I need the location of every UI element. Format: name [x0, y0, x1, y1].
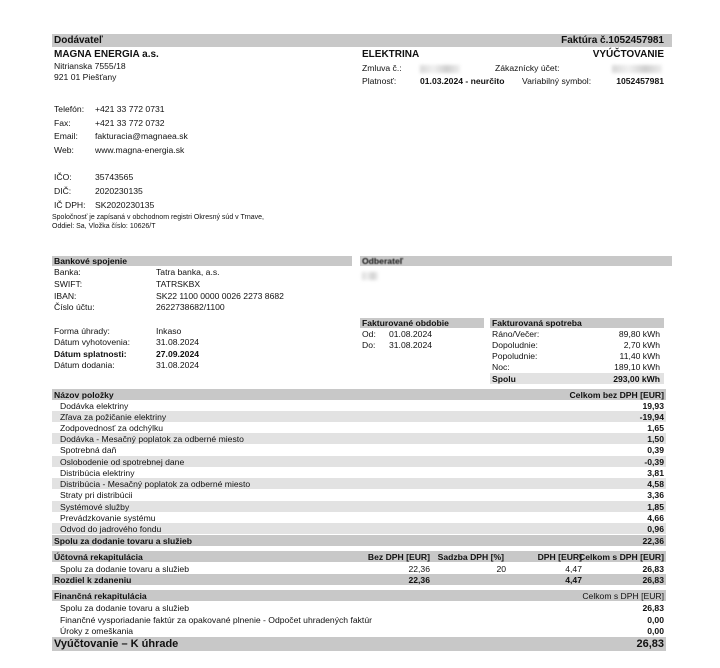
vat-heading: Účtovná rekapitulácia [54, 552, 143, 562]
account-label: Zákaznícky účet: [495, 63, 560, 73]
iban-value: SK22 1100 0000 0026 2273 8682 [156, 291, 284, 301]
items-total-value: 22,36 [642, 536, 664, 546]
payment-method-label: Forma úhrady: [54, 326, 110, 336]
item-value: 1,85 [647, 502, 664, 512]
period-to-label: Do: [362, 340, 376, 350]
issued-label: Dátum vyhotovenia: [54, 337, 130, 347]
bank-heading: Bankové spojenie [54, 256, 128, 266]
supplier-street: Nitrianska 7555/18 [54, 61, 126, 71]
final-amount-value: 26,83 [636, 638, 664, 650]
consumption-row-label: Popoludnie: [492, 351, 538, 361]
commodity-label: ELEKTRINA [362, 49, 420, 60]
item-label: Distribúcia elektriny [60, 468, 135, 478]
vs-value: 1052457981 [616, 76, 664, 86]
bank-value: Tatra banka, a.s. [156, 267, 220, 277]
supplier-heading: Dodávateľ [54, 35, 103, 46]
item-value: 3,81 [647, 468, 664, 478]
item-label: Straty pri distribúcii [60, 490, 133, 500]
vat-row-vat: 4,47 [565, 564, 582, 574]
invoice-number: Faktúra č.1052457981 [561, 35, 664, 46]
vat-diff-vat: 4,47 [565, 575, 582, 585]
item-value: 0,96 [647, 524, 664, 534]
item-value: 19,93 [642, 401, 664, 411]
recipient-heading: Odberateľ [362, 256, 404, 266]
vat-col-total: Celkom s DPH [EUR] [579, 552, 664, 562]
vs-label: Variabilný symbol: [522, 76, 592, 86]
email-link[interactable]: fakturacia@magnaea.sk [95, 131, 188, 141]
finance-row-value: 0,00 [647, 615, 664, 625]
item-label: Dodávka elektriny [60, 401, 129, 411]
supplier-name: MAGNA ENERGIA a.s. [54, 49, 159, 60]
consumption-heading: Fakturovaná spotreba [492, 318, 582, 328]
row-stripe [52, 501, 666, 512]
account-number-label: Číslo účtu: [54, 302, 95, 312]
payment-method-value: Inkaso [156, 326, 182, 336]
consumption-row-label: Noc: [492, 362, 510, 372]
delivery-value: 31.08.2024 [156, 360, 200, 370]
fax-value: +421 33 772 0732 [95, 118, 165, 128]
email-label: Email: [54, 131, 78, 141]
iban-label: IBAN: [54, 291, 77, 301]
item-label: Dodávka - Mesačný poplatok za odberné miesto [60, 434, 244, 444]
vat-col-rate: Sadzba DPH [%] [437, 552, 504, 562]
vat-row-label: Spolu za dodanie tovaru a služieb [60, 564, 189, 574]
vat-row-base: 22,36 [408, 564, 430, 574]
item-value: 1,65 [647, 423, 664, 433]
finance-row-value: 26,83 [642, 603, 664, 613]
item-value: 3,36 [647, 490, 664, 500]
finance-row-label: Spolu za dodanie tovaru a služieb [60, 603, 189, 613]
consumption-row-label: Ráno/Večer: [492, 329, 540, 339]
account-redacted [612, 63, 662, 73]
item-label: Oslobodenie od spotrebnej dane [60, 457, 185, 467]
due-label: Dátum splatnosti: [54, 349, 127, 359]
finance-heading-total: Celkom s DPH [EUR] [582, 591, 664, 601]
final-amount-label: Vyúčtovanie – K úhrade [54, 638, 179, 650]
consumption-row-value: 89,80 kWh [618, 329, 660, 339]
ico-label: IČO: [54, 172, 72, 182]
item-value: -0,39 [644, 457, 664, 467]
vat-diff-label: Rozdiel k zdaneniu [54, 575, 132, 585]
invoice-type: VYÚČTOVANIE [592, 49, 664, 60]
vat-diff-base: 22,36 [408, 575, 430, 585]
vat-diff-total: 26,83 [642, 575, 664, 585]
vat-row-rate: 20 [496, 564, 506, 574]
supplier-city: 921 01 Piešťany [54, 72, 117, 82]
period-heading: Fakturované obdobie [362, 318, 449, 328]
item-value: 4,66 [647, 513, 664, 523]
item-label: Prevádzkovanie systému [60, 513, 156, 523]
web-label: Web: [54, 145, 74, 155]
swift-label: SWIFT: [54, 279, 83, 289]
account-number-value: 2622738682/1100 [156, 302, 225, 312]
registry-line-2: Oddiel: Sa, Vložka číslo: 10626/T [52, 223, 156, 230]
phone-label: Telefón: [54, 104, 85, 114]
contract-label: Zmluva č.: [362, 63, 402, 73]
item-label: Zľava za požičanie elektriny [60, 412, 167, 422]
items-heading-total: Celkom bez DPH [EUR] [569, 390, 664, 400]
period-from-label: Od: [362, 329, 376, 339]
item-value: 1,50 [647, 434, 664, 444]
validity-label: Platnosť: [362, 76, 397, 86]
ico-value: 35743565 [95, 172, 134, 182]
item-value: 4,58 [647, 479, 664, 489]
validity-value: 01.03.2024 - neurčito [420, 76, 505, 86]
due-value: 27.09.2024 [156, 349, 200, 359]
items-heading: Názov položky [54, 390, 114, 400]
consumption-row-value: 11,40 kWh [619, 351, 660, 361]
bank-label: Banka: [54, 267, 81, 277]
period-to-value: 31.08.2024 [389, 340, 433, 350]
finance-row-label: Úroky z omeškania [60, 626, 134, 636]
recipient-redacted [362, 270, 378, 280]
item-label: Spotrebná daň [60, 445, 117, 455]
item-label: Zodpovednosť za odchýlku [60, 423, 164, 433]
dic-label: DIČ: [54, 186, 72, 196]
consumption-row-value: 2,70 kWh [623, 340, 660, 350]
dic-value: 2020230135 [95, 186, 143, 196]
contract-redacted [420, 63, 460, 73]
item-value: -19,94 [639, 412, 664, 422]
finance-heading: Finančná rekapitulácia [54, 591, 147, 601]
swift-value: TATRSKBX [156, 279, 201, 289]
item-label: Systémové služby [60, 502, 130, 512]
issued-value: 31.08.2024 [156, 337, 200, 347]
registry-line-1: Spoločnosť je zapísaná v obchodnom registri Okresný súd v Trnave, [52, 214, 264, 221]
phone-value: +421 33 772 0731 [95, 104, 165, 114]
recipient-heading-bar [360, 256, 672, 266]
item-value: 0,39 [647, 445, 664, 455]
consumption-total-value: 293,00 kWh [613, 374, 660, 384]
icdph-value: SK2020230135 [95, 200, 155, 210]
icdph-label: IČ DPH: [54, 200, 86, 210]
item-label: Odvod do jadrového fondu [60, 524, 162, 534]
consumption-total-label: Spolu [492, 374, 516, 384]
consumption-row-label: Dopoludnie: [492, 340, 538, 350]
vat-row-total: 26,83 [642, 564, 664, 574]
vat-col-base: Bez DPH [EUR] [367, 552, 430, 562]
item-label: Distribúcia - Mesačný poplatok za odberné miesto [60, 479, 251, 489]
finance-row-value: 0,00 [647, 626, 664, 636]
period-from-value: 01.08.2024 [389, 329, 433, 339]
items-total-label: Spolu za dodanie tovaru a služieb [54, 536, 192, 546]
web-link[interactable]: www.magna-energia.sk [95, 145, 185, 155]
vat-col-vat: DPH [EUR] [537, 552, 582, 562]
fax-label: Fax: [54, 118, 71, 128]
finance-row-label: Finančné vysporiadanie faktúr za opakované plnenie - Odpočet uhradených faktúr [60, 615, 372, 625]
delivery-label: Dátum dodania: [54, 360, 115, 370]
consumption-row-value: 189,10 kWh [614, 362, 660, 372]
